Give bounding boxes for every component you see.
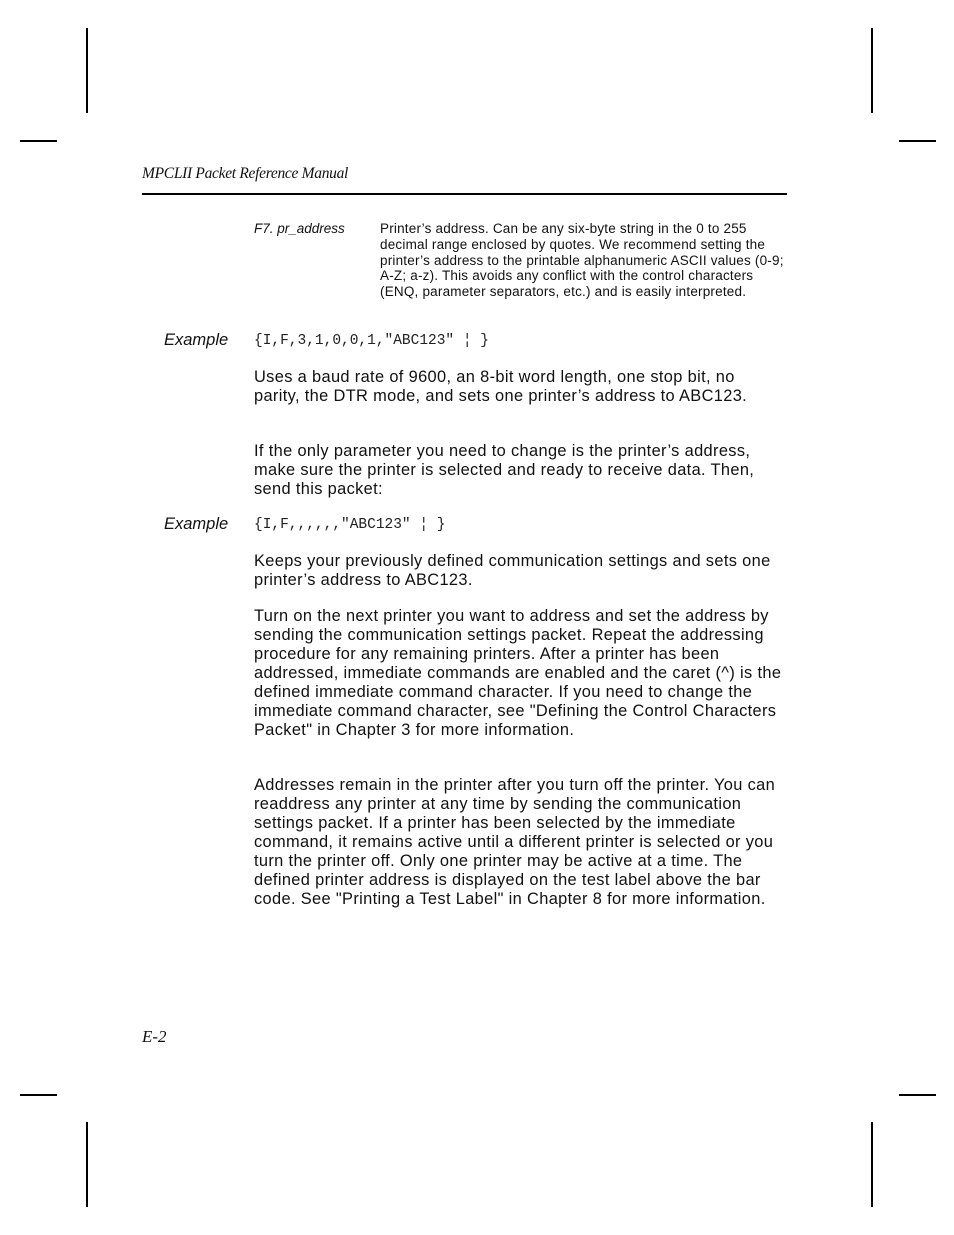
crop-mark-bottom-right-horizontal <box>899 1094 936 1096</box>
page-number: E-2 <box>142 1027 167 1046</box>
paragraph-keeps-settings: Keeps your previously defined communication settings and sets one printer’s address to ABC123. <box>254 552 771 589</box>
example-code: {I,F,,,,,,"ABC123" ¦ } <box>254 517 446 533</box>
paragraph-addresses-remain: Addresses remain in the printer after you turn off the printer. You can readdress any printer at any time by sending the communication settings packet. If a printer has been selected by the immediate command, it remains active until a different printer is selected or you turn the printer off. Only one printer may be active at a time. The defined printer address is displayed on the test label above the bar code. See "Printing a Test Label" in Chapter 8 for more information. <box>254 776 776 908</box>
crop-mark-top-left-vertical <box>86 28 88 113</box>
paragraph-baud-rate: Uses a baud rate of 9600, an 8-bit word length, one stop bit, no parity, the DTR mode, and sets one printer’s address to ABC123. <box>254 368 748 405</box>
paragraph-next-printer: Turn on the next printer you want to address and set the address by sending the communication settings packet. Repeat the addressing procedure for any remaining printers. After a printer has been addressed, immediate commands are enabled and the caret (^) is the defined immediate command character. If you need to change the immediate command character, see "Defining the Control Characters Packet" in Chapter 3 for more information. <box>254 607 782 739</box>
example-label: Example <box>164 515 229 533</box>
running-header: MPCLII Packet Reference Manual <box>142 165 349 182</box>
paragraph-change-address: If the only parameter you need to change is the printer’s address, make sure the printer is selected and ready to receive data. Then, send this packet: <box>254 442 755 498</box>
crop-mark-bottom-right-vertical <box>871 1122 873 1207</box>
crop-mark-top-right-vertical <box>871 28 873 113</box>
parameter-name: F7. pr_address <box>254 221 345 236</box>
parameter-description: Printer’s address. Can be any six-byte string in the 0 to 255 decimal range enclosed by quotes. We recommend setting the printer’s address to the printable alphanumeric ASCII values (0-9; A-Z; a-z). This avoids any conflict with the control characters (ENQ, parameter separators, etc.) and is easily interpreted. <box>380 221 784 300</box>
example-code: {I,F,3,1,0,0,1,"ABC123" ¦ } <box>254 333 489 349</box>
crop-mark-bottom-left-horizontal <box>20 1094 57 1096</box>
example-label: Example <box>164 331 229 349</box>
crop-mark-top-left-horizontal <box>20 140 57 142</box>
header-rule <box>142 193 787 195</box>
crop-mark-top-right-horizontal <box>899 140 936 142</box>
crop-mark-bottom-left-vertical <box>86 1122 88 1207</box>
